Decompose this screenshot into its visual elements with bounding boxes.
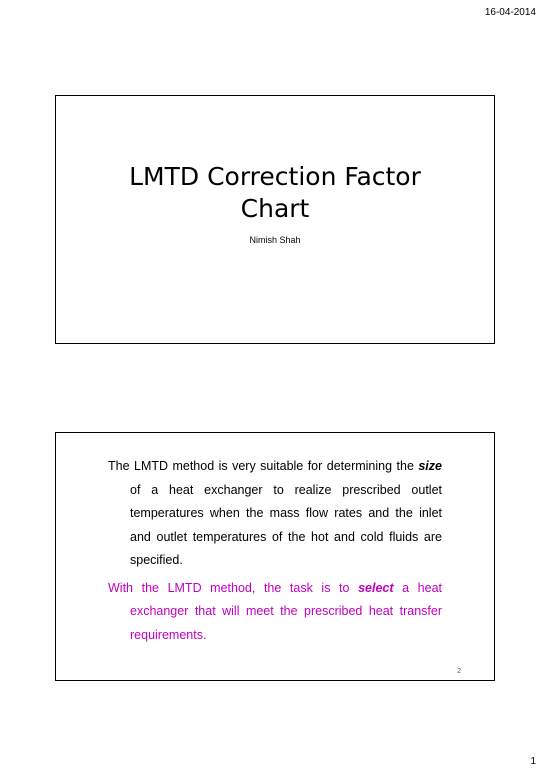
slide-title-line-1: LMTD Correction Factor — [129, 162, 421, 191]
slide-title — [56, 161, 494, 225]
emphasis-select: select — [358, 580, 394, 595]
page-number: 1 — [530, 756, 536, 767]
slide-number: 2 — [457, 668, 461, 675]
paragraph-lmtd-suitability — [108, 455, 442, 573]
slide-1 — [55, 95, 495, 344]
paragraph-lmtd-task — [108, 577, 442, 648]
slide-title-line-2: Chart — [240, 194, 310, 223]
slide-2 — [55, 432, 495, 681]
paragraph-1-text-a: The LMTD method is very suitable for determining the — [108, 459, 419, 473]
emphasis-size: size — [418, 459, 442, 473]
paragraph-1-text-b: of a heat exchanger to realize prescribed outlet temperatures when the mass flow rates and the inlet and outlet temperatures of the hot and cold fluids are specified. — [130, 482, 442, 567]
paragraph-2-text-a: With the LMTD method, the task is to — [108, 580, 359, 595]
page-date: 16-04-2014 — [484, 7, 536, 18]
slide-body — [108, 455, 442, 651]
paragraph-2-text-b: a heat exchanger that will meet the prescribed heat transfer requirements. — [130, 580, 442, 642]
slide-author: Nimish Shah — [249, 235, 301, 245]
